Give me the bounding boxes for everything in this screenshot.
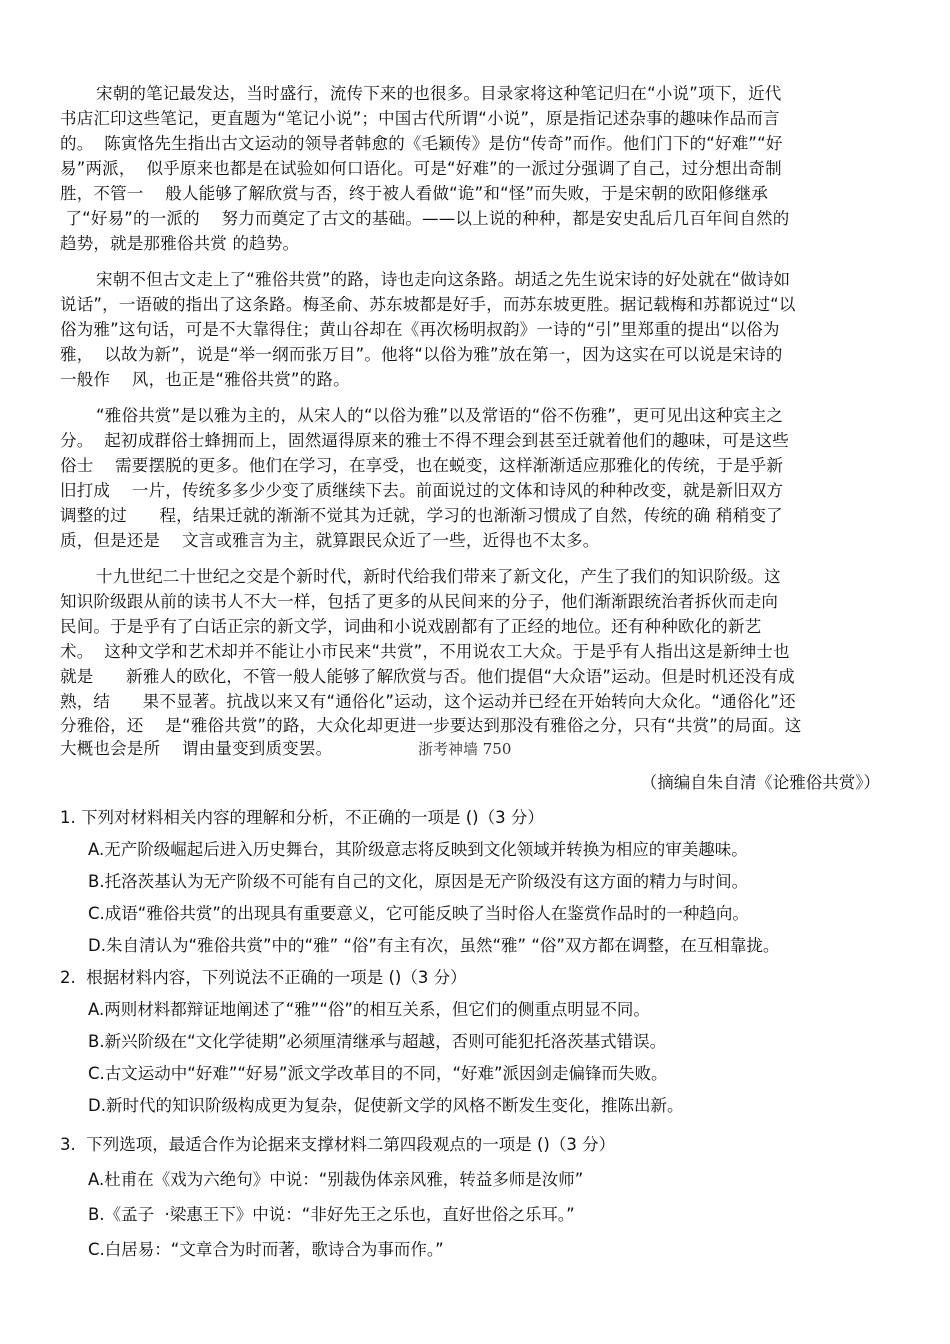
passage-line: 的。 陈寅恪先生指出古文运动的领导者韩愈的《毛颖传》是仿“传奇”而作。他们门下的“好难”“好	[60, 134, 783, 153]
passage-line: 十九世纪二十世纪之交是个新时代，新时代给我们带来了新文化，产生了我们的知识阶级。这	[96, 567, 781, 586]
question-option: C.成语“雅俗共赏”的出现具有重要意义，它可能反映了当时俗人在鉴赏作品时的一种趋向。	[88, 904, 749, 923]
question-option: A.无产阶级崛起后进入历史舞台，其阶级意志将反映到文化领域并转换为相应的审美趣味。	[88, 840, 748, 859]
question-option: B.《孟子 ·梁惠王下》中说：“非好先王之乐也，直好世俗之乐耳。”	[88, 1205, 575, 1224]
passage-line: 知识阶级跟从前的读书人不大一样，包括了更多的从民间来的分子，他们渐渐跟统治者拆伙而走向	[60, 592, 779, 611]
passage-line: 熟，结 果不显著。抗战以来又有“通俗化”运动，这个运动并已经在开始转向大众化。“通俗化”还	[60, 692, 796, 711]
passage-line: 俗为雅”这句话，可是不大靠得住；黄山谷却在《再次杨明叔韵》一诗的“引”里郑重的提出“以俗为	[60, 320, 780, 339]
passage-line: 调整的过 程，结果迁就的渐渐不觉其为迁就，学习的也渐渐习惯成了自然，传统的确 稍稍变了	[60, 506, 783, 525]
passage-line: 宋朝不但古文走上了“雅俗共赏”的路，诗也走向这条路。胡适之先生说宋诗的好处就在“做诗如	[96, 270, 791, 289]
passage-line: 书店汇印这些笔记，更直题为“笔记小说”；中国古代所谓“小说”，原是指记述杂事的趣味作品而言	[60, 109, 780, 128]
passage-line: 易”两派， 似乎原来也都是在试验如何口语化。可是“好难”的一派过分强调了自己，过分想出奇制	[60, 159, 782, 178]
passage-line: 术。 这种文学和艺术却并不能让小市民来“共赏”，不用说农工大众。于是乎有人指出这是新绅士也	[60, 642, 790, 661]
passage-line: “雅俗共赏”是以雅为主的，从宋人的“以俗为雅”以及常语的“俗不伤雅”，更可见出这种宾主之	[96, 406, 784, 425]
question-option: D.朱自清认为“雅俗共赏”中的“雅” “俗”有主有次，虽然“雅” “俗”双方都在调整，在互相靠拢。	[88, 936, 780, 955]
passage-line: 分。 起初成群俗士蜂拥而上，固然逼得原来的雅士不得不理会到甚至迁就着他们的趣味，可是这些	[60, 431, 789, 450]
passage-line: 宋朝的笔记最发达，当时盛行，流传下来的也很多。目录家将这种笔记归在“小说”项下，近代	[96, 84, 782, 103]
passage-line: 趋势，就是那雅俗共赏 的趋势。	[60, 234, 300, 253]
question-option: A.杜甫在《戏为六绝句》中说：“别裁伪体亲风雅，转益多师是汝师”	[88, 1170, 584, 1189]
question-stem: 3. 下列选项，最适合作为论据来支撑材料二第四段观点的一项是 ()（3 分）	[60, 1135, 616, 1154]
source-citation: （摘编自朱自清《论雅俗共赏》）	[640, 773, 880, 792]
passage-line: 说话”，一语破的指出了这条路。梅圣俞、苏东坡都是好手，而苏东坡更胜。据记载梅和苏都说过“以	[60, 295, 796, 314]
question-option: B.托洛茨基认为无产阶级不可能有自己的文化，原因是无产阶级没有这方面的精力与时间。	[88, 872, 749, 891]
question-stem: 2. 根据材料内容，下列说法不正确的一项是 ()（3 分）	[60, 968, 467, 987]
question-option: A.两则材料都辩证地阐述了“雅”“俗”的相互关系，但它们的侧重点明显不同。	[88, 1000, 650, 1019]
question-stem: 1. 下列对材料相关内容的理解和分析，不正确的一项是 ()（3 分）	[60, 808, 544, 827]
passage-line: 就是 新雅人的欧化，不管一般人能够了解欣赏与否。他们提倡“大众语”运动。但是时机还没有成	[60, 667, 795, 686]
question-option: D.新时代的知识阶级构成更为复杂，促使新文学的风格不断发生变化，推陈出新。	[88, 1096, 684, 1115]
passage-line: 了“好易”的一派的 努力而奠定了古文的基础。——以上说的种种，都是安史乱后几百年间自然的	[60, 209, 790, 228]
question-option: B.新兴阶级在“文化学徒期”必须厘清继承与超越，否则可能犯托洛茨基式错误。	[88, 1032, 667, 1051]
question-option: C.古文运动中“好难”“好易”派文学改革目的不同，“好难”派因剑走偏锋而失败。	[88, 1064, 668, 1083]
passage-line: 大概也会是所 谓由量变到质变罢。	[60, 739, 333, 758]
passage-line: 胜，不管一 般人能够了解欣赏与否，终于被人看做“诡”和“怪”而失败，于是宋朝的欧阳修继承	[60, 184, 769, 203]
passage-line: 雅， 以故为新”，说是“举一纲而张万目”。他将“以俗为雅”放在第一，因为这实在可以说是宋诗的	[60, 345, 783, 364]
passage-line: 旧打成 一片，传统多多少少变了质继续下去。前面说过的文体和诗风的种种改变，就是新旧双方	[60, 481, 784, 500]
question-option: C.白居易：“文章合为时而著，歌诗合为事而作。”	[88, 1240, 444, 1259]
passage-line: 一般作 风，也正是“雅俗共赏”的路。	[60, 370, 350, 389]
passage-line: 民间。于是乎有了白话正宗的新文学，词曲和小说戏剧都有了正经的地位。还有种种欧化的新艺	[60, 617, 762, 636]
passage-line: 分雅俗，还 是“雅俗共赏”的路，大众化却更进一步要达到那没有雅俗之分，只有“共赏”的局面。这	[60, 716, 802, 735]
passage-line: 俗士 需要摆脱的更多。他们在学习，在享受，也在蜕变，这样渐渐适应那雅化的传统，于是乎新	[60, 456, 784, 475]
watermark-text: 浙考神墙 750	[418, 740, 512, 758]
passage-line: 质，但是还是 文言或雅言为主，就算跟民众近了一些，近得也不太多。	[60, 531, 600, 550]
